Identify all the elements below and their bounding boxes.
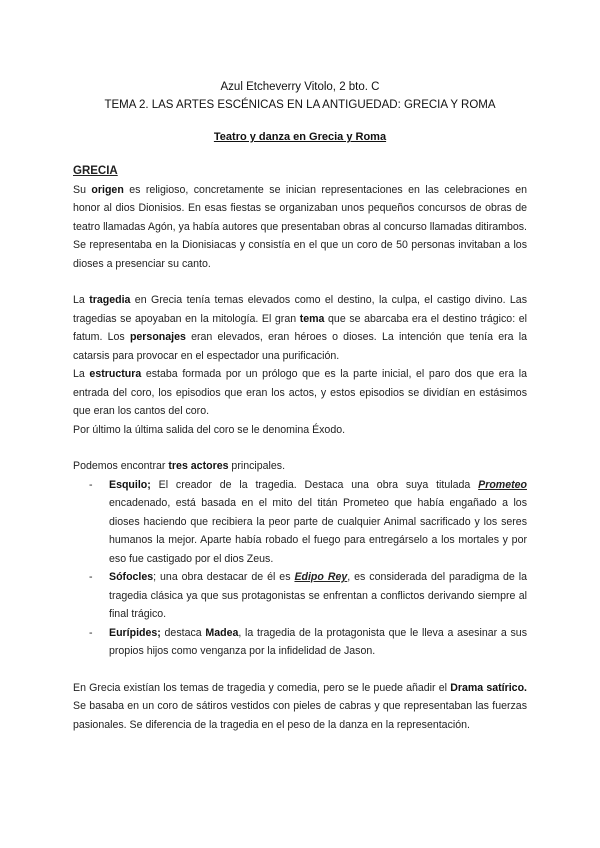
paragraph-structure <box>73 365 527 421</box>
paragraph-actors-intro <box>73 457 527 476</box>
bold-term: tres actores <box>168 460 229 472</box>
list-dash: - <box>89 478 93 491</box>
text: ; una obra destacar de él es <box>153 571 295 583</box>
bold-term: personajes <box>129 331 186 343</box>
bold-term: tragedia <box>89 294 131 306</box>
list-dash: - <box>89 571 93 583</box>
topic-title: TEMA 2. LAS ARTES ESCÉNICAS EN LA ANTIGUEDAD: GRECIA Y ROMA <box>104 99 496 111</box>
text: La <box>73 368 90 380</box>
bold-term: tema <box>299 312 325 325</box>
list-item <box>73 568 527 624</box>
text: , la tragedia de la protagonista que le lleva a asesinar a sus propios hijos como venganza por la infidelidad de Jason. <box>109 626 527 657</box>
work-title: Prometeo <box>478 478 527 491</box>
author-line: Azul Etcheverry Vitolo, 2 bto. C <box>220 81 380 93</box>
text: , es considerada del paradigma de la tragedia clásica ya que sus protagonistas se enfrentan a conflictos derivando siempre al final trágico. <box>109 571 528 620</box>
actor-name: Eurípides; <box>109 626 161 639</box>
text: El creador de la tragedia. Destaca una obra suya titulada <box>150 478 479 491</box>
text: es religioso, concretamente se inician representaciones en las celebraciones en honor al dios Dionisios. En esas fiestas se organizaban unos pequeños concursos de obras de teatro llamadas Agón, ya había autores que presentaban obras al concurso llamadas ditirambos. Se representaba en la Dionisiacas y consistía en el que un coro de 50 personas invitaban a los dioses a presenciar su canto. <box>73 183 527 270</box>
text: en Grecia tenía temas elevados como el destino, la culpa, el castigo divino. Las tragedias se apoyaban en la mitología. El gran <box>73 294 527 325</box>
list-item <box>73 476 527 569</box>
actor-name: Sófocles <box>109 571 154 583</box>
text: Su <box>73 183 92 196</box>
text: destaca <box>160 626 206 639</box>
subtitle: Teatro y danza en Grecia y Roma <box>213 131 387 143</box>
actors-list <box>73 476 527 661</box>
bold-term: estructura <box>89 368 142 380</box>
text: principales. <box>228 460 286 472</box>
text: estaba formada por un prólogo que es la parte inicial, el paro dos que era la entrada del coro, los episodios que eran los actos, y estos episodios se dividían en estásimos que eran los cantos del coro. <box>73 368 527 417</box>
text: En Grecia existían los temas de tragedia y comedia, pero se le puede añadir el <box>73 681 451 694</box>
text: Se basaba en un coro de sátiros vestidos con pieles de cabras y que representaban las fuerzas pasionales. Se diferencia de la tragedia en el peso de la danza en la representación. <box>73 700 527 731</box>
work-title: Madea <box>205 626 239 639</box>
work-title: Edipo Rey <box>294 571 348 583</box>
text: encadenado, está basada en el mito del titán Prometeo que había engañado a los dioses haciendo que recibiera la peor parte de cualquier Animal sacrificado y los seres humanos la mejor. Aparte había robado el fuego para entregárselo a los mortales y por eso fue castigado por el dios Zeus. <box>109 497 527 565</box>
paragraph-drama-satirico <box>73 679 527 735</box>
actor-name: Esquilo; <box>109 478 151 491</box>
section-heading: GRECIA <box>73 165 118 177</box>
text: que se abarcaba era el destino trágico: el fatum. Los <box>73 312 527 343</box>
paragraph-exodo: Por último la última salida del coro se le denomina Éxodo. <box>73 423 346 436</box>
list-dash: - <box>89 626 93 639</box>
bold-term: Drama satírico. <box>450 681 527 694</box>
paragraph-tragedy <box>73 291 527 365</box>
text: eran elevados, eran héroes o dioses. La intención que tenía era la catarsis para provocar en el espectador una purificación. <box>73 331 527 362</box>
text: La <box>73 294 90 306</box>
bold-term: origen <box>91 183 124 196</box>
paragraph-origin <box>73 181 527 274</box>
text: Podemos encontrar <box>73 460 169 472</box>
list-item <box>73 624 527 661</box>
document-body <box>73 162 527 734</box>
